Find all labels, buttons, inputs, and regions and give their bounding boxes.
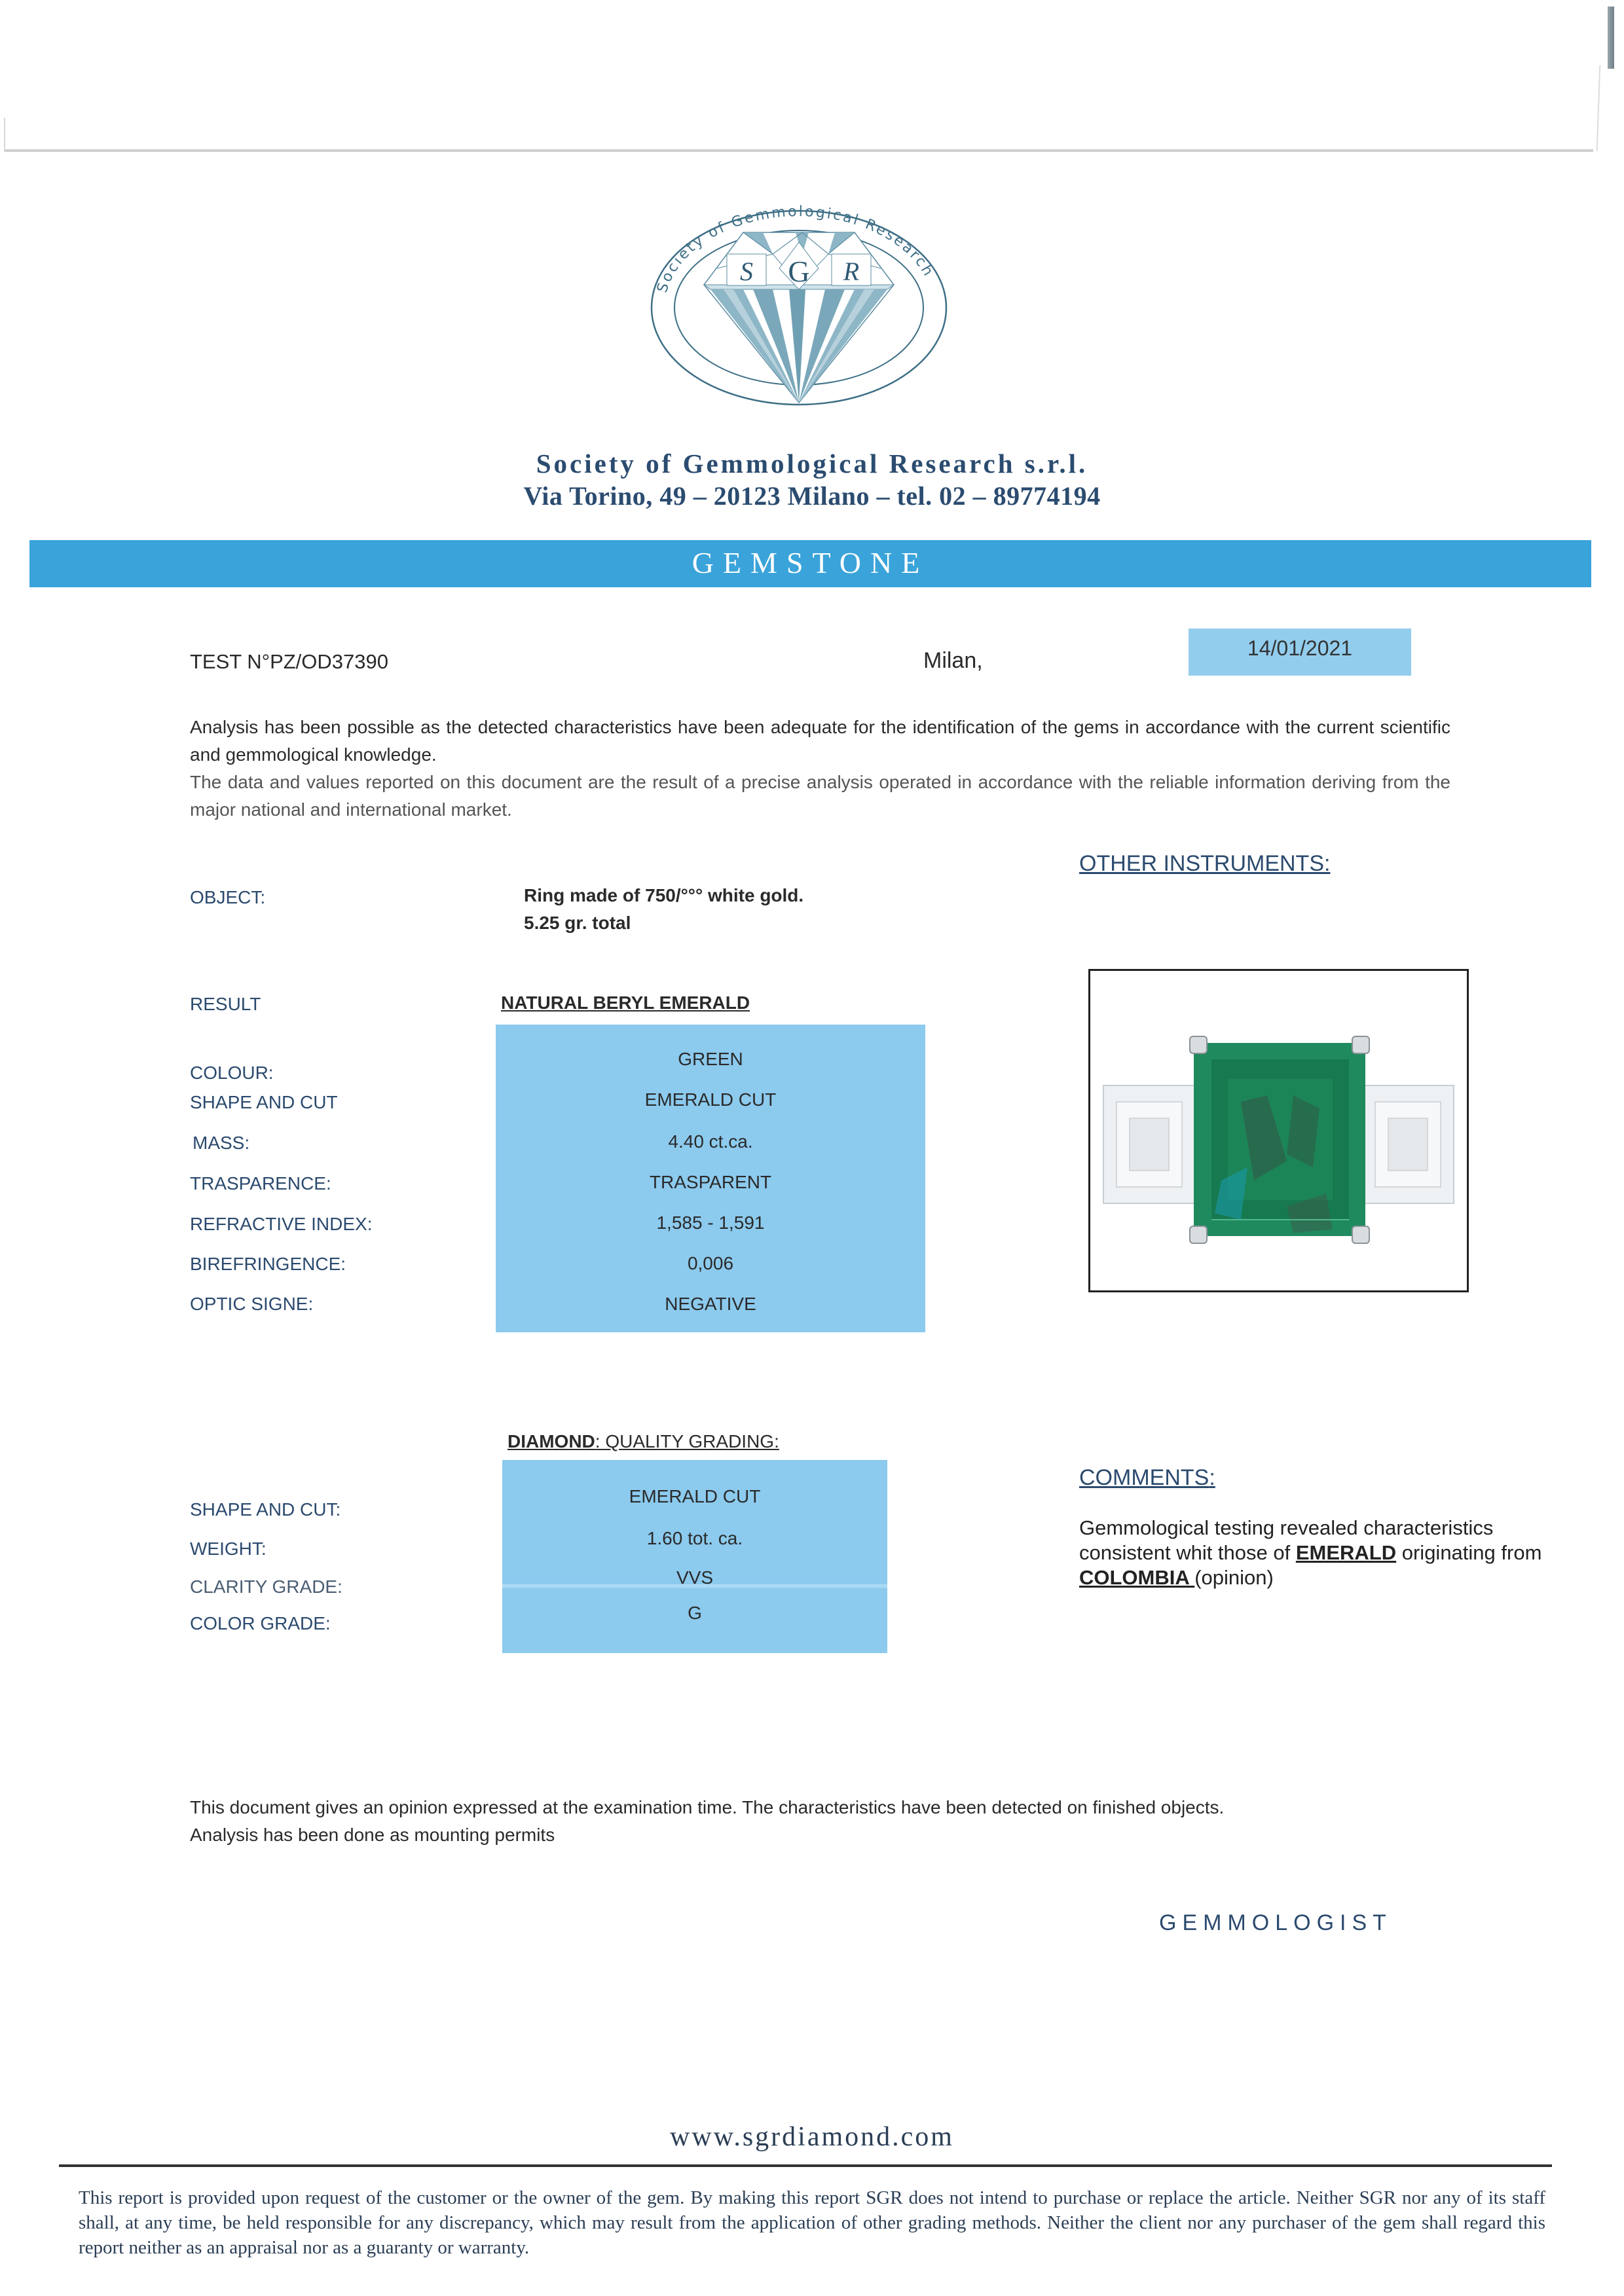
scan-edge-left — [4, 118, 5, 152]
object-description: Ring made of 750/°°° white gold. — [524, 885, 804, 905]
intro-paragraph — [190, 714, 1450, 824]
gemstone-banner — [29, 540, 1591, 587]
logo-initial-r: R — [843, 257, 860, 286]
right-diamond-stone — [1362, 1085, 1454, 1203]
footer-legal: This report is provided upon request of the customer or the owner of the gem. By making this report SGR does not intend to purchase or replace the article. Neither SGR nor any of its staff shall, at any time, be held responsible for any discrepancy, which may result from the application of other grading methods. Neither the client nor any purchaser of the gem shall regard this report neither as an appraisal nor as a guaranty or warranty. — [79, 2187, 1545, 2258]
scan-edge-right — [1596, 65, 1601, 151]
shape-cut-value: EMERALD CUT — [644, 1089, 777, 1110]
refractive-index-label: REFRACTIVE INDEX: — [190, 1214, 373, 1234]
optic-sign-label: OPTIC SIGNE: — [190, 1294, 314, 1314]
logo-initial-s: S — [740, 257, 753, 286]
object-label: OBJECT: — [190, 887, 266, 907]
result-label: RESULT — [190, 994, 261, 1014]
disclaimer-line-1: This document gives an opinion expressed at the examination time. The characteristics have been detected on finished objects. — [190, 1797, 1225, 1817]
website-link[interactable]: www.sgrdiamond.com — [670, 2122, 954, 2152]
gemmologist-signature-label: GEMMOLOGIST — [1159, 1910, 1392, 1935]
comments-colon: : — [1209, 1465, 1215, 1490]
scan-shadow-right — [1608, 7, 1614, 69]
comments-label: COMMENTS — [1079, 1465, 1209, 1490]
organization-address: Via Torino, 49 – 20123 Milano – tel. 02 – 89774194 — [523, 481, 1101, 511]
comments-emerald: EMERALD — [1295, 1541, 1397, 1564]
diamond-weight-value: 1.60 tot. ca. — [646, 1528, 743, 1548]
colour-value: GREEN — [678, 1049, 743, 1069]
ring-photo — [1090, 971, 1467, 1290]
diamond-grading-heading — [507, 1431, 779, 1452]
diamond-heading-bold: DIAMOND — [507, 1431, 595, 1451]
intro-line-1: Analysis has been possible as the detected characteristics have been adequate for the identification of the gems in accordance with the current scientific and gemmological knowledge. — [190, 717, 1450, 765]
refractive-index-value: 1,585 - 1,591 — [656, 1212, 765, 1233]
gem-photo-frame — [1088, 969, 1469, 1292]
diamond-shape-cut-label: SHAPE AND CUT: — [190, 1499, 341, 1520]
logo-ring-text: Society of Gemmological Research — [654, 203, 937, 295]
emerald-stone — [1194, 1043, 1365, 1236]
shape-cut-label: SHAPE AND CUT — [190, 1092, 338, 1112]
color-grade-label: COLOR GRADE: — [190, 1613, 331, 1633]
result-value: NATURAL BERYL EMERALD — [501, 993, 750, 1013]
mass-value: 4.40 ct.ca. — [668, 1131, 753, 1152]
comments-text-a: Gemmological testing revealed characteristics consistent whit those of — [1079, 1516, 1494, 1564]
date-box — [1189, 629, 1411, 676]
mass-label: MASS: — [193, 1133, 250, 1153]
colour-label: COLOUR: — [190, 1063, 274, 1083]
intro-line-2: The data and values reported on this document are the result of a precise analysis operated in accordance with the reliable information deriving from the major national and international market. — [190, 772, 1450, 820]
birefringence-value: 0,006 — [687, 1253, 734, 1273]
comments-text-b: originating from — [1396, 1541, 1542, 1564]
comments-title — [1079, 1465, 1215, 1491]
disclaimer-line-2: Analysis has been done as mounting permits — [190, 1825, 555, 1845]
footer-legal-text — [79, 2185, 1545, 2260]
transparence-label: TRASPARENCE: — [190, 1173, 331, 1194]
object-weight: 5.25 gr. total — [524, 913, 631, 933]
clarity-grade-label: CLARITY GRADE: — [190, 1576, 342, 1597]
other-instruments-title — [1079, 851, 1330, 877]
diamond-shape-cut-value: EMERALD CUT — [629, 1486, 761, 1506]
comments-colombia: COLOMBIA — [1079, 1566, 1195, 1589]
color-grade-value: G — [688, 1603, 702, 1623]
transparence-value: TRASPARENT — [649, 1172, 772, 1192]
diamond-weight-label: WEIGHT: — [190, 1539, 267, 1559]
banner-title: GEMSTONE — [692, 546, 929, 579]
other-instruments-label: OTHER INSTRUMENTS — [1079, 851, 1324, 876]
comments-text — [1079, 1516, 1551, 1590]
test-number: TEST N°PZ/OD37390 — [190, 650, 388, 673]
diamond-heading-rest: : QUALITY GRADING: — [595, 1431, 779, 1451]
optic-sign-value: NEGATIVE — [665, 1294, 756, 1314]
logo-initial-g: G — [788, 255, 810, 288]
clarity-grade-value: VVS — [676, 1567, 714, 1588]
organization-name: Society of Gemmological Research s.r.l. — [536, 448, 1088, 479]
report-date: 14/01/2021 — [1247, 636, 1353, 660]
other-instruments-colon: : — [1324, 851, 1331, 876]
comments-text-c: (opinion) — [1194, 1566, 1274, 1589]
report-city: Milan, — [923, 648, 983, 673]
sgr-logo — [638, 177, 959, 406]
scan-edge-line — [5, 149, 1593, 152]
left-diamond-stone — [1103, 1085, 1195, 1203]
birefringence-label: BIREFRINGENCE: — [190, 1254, 346, 1274]
footer-divider — [59, 2164, 1552, 2167]
disclaimer — [190, 1794, 1434, 1849]
